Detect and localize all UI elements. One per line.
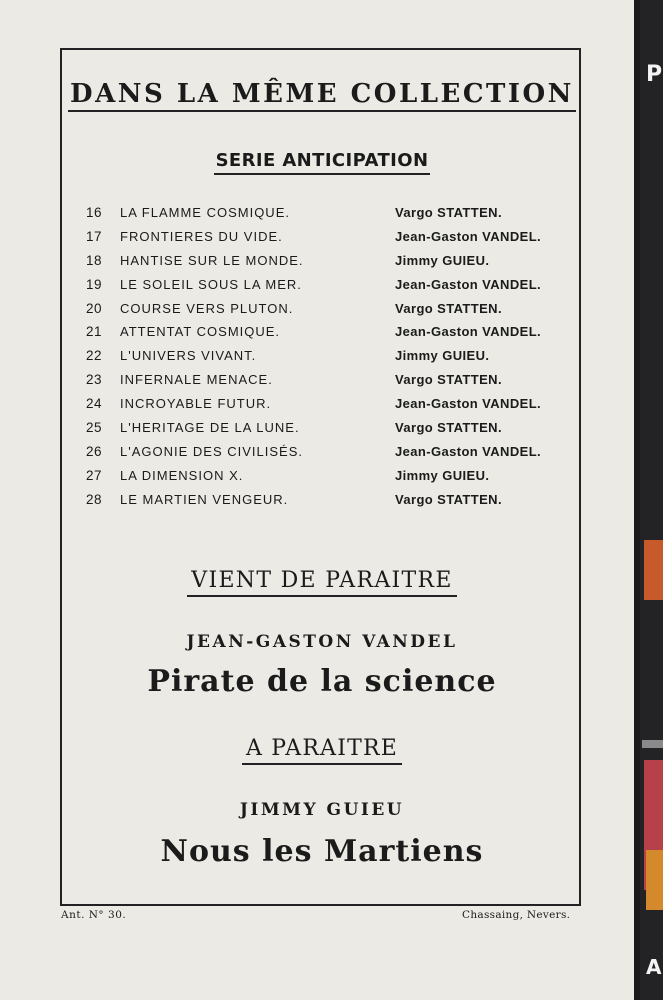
list-item	[86, 396, 566, 420]
book-number: 27	[86, 467, 103, 483]
book-title: COURSE VERS PLUTON.	[120, 300, 294, 316]
book-author: Vargo STATTEN.	[395, 205, 502, 220]
list-item	[86, 253, 566, 277]
list-item	[86, 229, 566, 253]
book-number: 20	[86, 300, 103, 316]
book-number: 17	[86, 228, 103, 244]
book-author: Vargo STATTEN.	[395, 300, 502, 316]
collection-heading	[0, 79, 663, 112]
book-author: Jean-Gaston VANDEL.	[395, 396, 542, 412]
upcoming-heading	[0, 736, 663, 765]
series-title: SERIE ANTICIPATION	[214, 150, 431, 175]
book-number: 16	[86, 205, 103, 220]
upcoming-author-text: JIMMY GUIEU	[239, 800, 405, 820]
book-title: INFERNALE MENACE.	[120, 372, 273, 388]
list-item	[86, 324, 566, 348]
list-item	[86, 420, 566, 444]
book-title: LE SOLEIL SOUS LA MER.	[120, 276, 302, 292]
list-item	[86, 468, 566, 492]
list-item	[86, 372, 566, 396]
book-title: L'AGONIE DES CIVILISÉS.	[120, 443, 303, 459]
list-item	[86, 492, 566, 516]
collection-title: DANS LA MÊME COLLECTION	[68, 79, 576, 112]
upcoming-title-text: Nous les Martiens	[160, 834, 484, 869]
spine-letter-top: P	[646, 62, 663, 87]
new-release-label: VIENT DE PARAITRE	[187, 568, 456, 597]
printer-credit: Chassaing, Nevers.	[462, 909, 571, 921]
book-number: 25	[86, 420, 103, 436]
book-list	[86, 205, 566, 516]
book-title: FRONTIERES DU VIDE.	[120, 228, 283, 244]
upcoming-label: A PARAITRE	[242, 736, 402, 765]
catalog-number: Ant. N° 30.	[61, 909, 127, 921]
book-author: Jean-Gaston VANDEL.	[395, 443, 542, 459]
list-item	[86, 444, 566, 468]
book-title: LA FLAMME COSMIQUE.	[120, 205, 290, 220]
new-release-title-text: Pirate de la science	[147, 664, 497, 699]
book-author: Jean-Gaston VANDEL.	[395, 276, 542, 292]
list-item	[86, 277, 566, 301]
list-item	[86, 348, 566, 372]
book-number: 28	[86, 491, 103, 507]
book-author: Jimmy GUIEU.	[395, 252, 490, 268]
book-number: 21	[86, 324, 103, 340]
book-author: Jean-Gaston VANDEL.	[395, 324, 542, 340]
book-title: INCROYABLE FUTUR.	[120, 396, 272, 412]
book-title: LA DIMENSION X.	[120, 467, 244, 483]
book-number: 26	[86, 443, 103, 459]
series-heading	[0, 150, 663, 175]
book-number: 23	[86, 372, 103, 388]
upcoming-author	[0, 800, 663, 820]
book-number: 18	[86, 252, 103, 268]
book-number: 24	[86, 396, 103, 412]
new-release-heading	[0, 568, 663, 597]
book-number: 19	[86, 276, 103, 292]
book-author: Jimmy GUIEU.	[395, 348, 490, 364]
book-title: L'UNIVERS VIVANT.	[120, 348, 257, 364]
book-author: Jimmy GUIEU.	[395, 467, 490, 483]
spine-letter-bottom: A	[646, 955, 662, 979]
list-item	[86, 301, 566, 325]
book-title: HANTISE SUR LE MONDE.	[120, 252, 304, 268]
book-title: LE MARTIEN VENGEUR.	[120, 491, 289, 507]
book-author: Vargo STATTEN.	[395, 372, 502, 388]
book-title: ATTENTAT COSMIQUE.	[120, 324, 281, 340]
new-release-author	[0, 632, 663, 652]
upcoming-title	[0, 834, 663, 869]
book-author: Vargo STATTEN.	[395, 491, 502, 507]
list-item	[86, 205, 566, 229]
book-title: L'HERITAGE DE LA LUNE.	[120, 420, 300, 436]
new-release-author-text: JEAN-GASTON VANDEL	[186, 632, 458, 652]
book-author: Jean-Gaston VANDEL.	[395, 228, 542, 244]
book-number: 22	[86, 348, 103, 364]
book-author: Vargo STATTEN.	[395, 420, 502, 436]
new-release-title	[0, 664, 663, 699]
